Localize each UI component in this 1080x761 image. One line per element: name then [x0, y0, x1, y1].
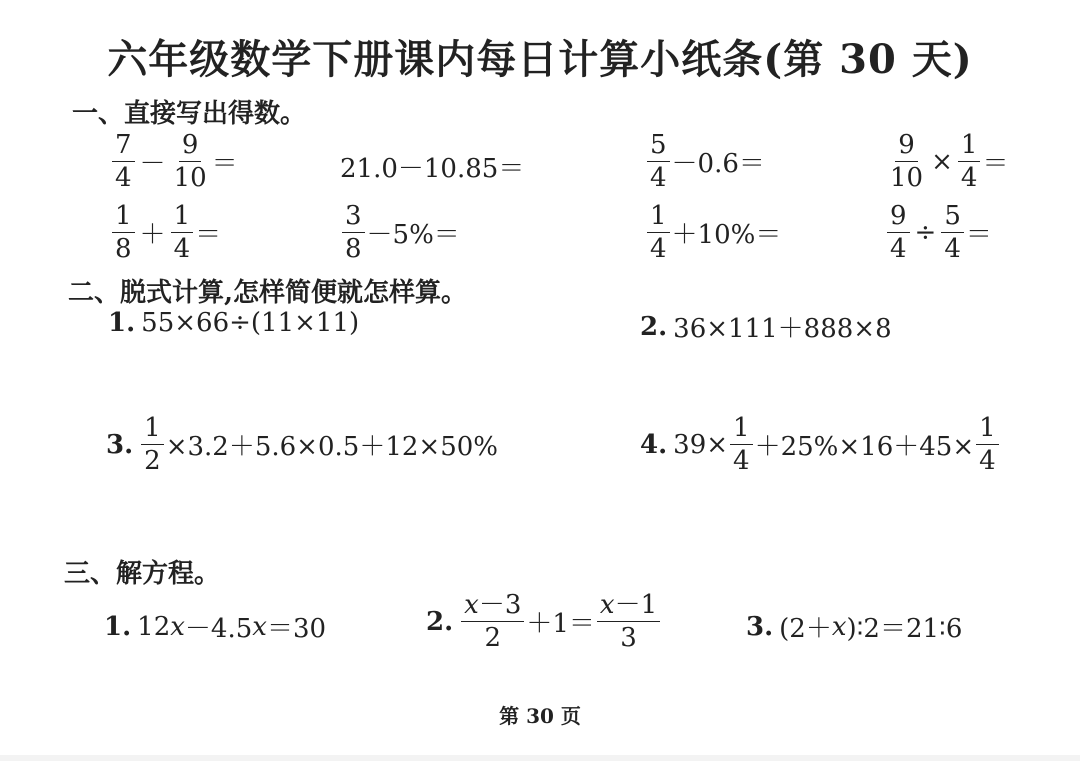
- fraction: $\frac{5}{4}$: [647, 132, 670, 191]
- page-number: 第 30 页: [499, 704, 581, 728]
- fraction: $\frac{1}{8}$: [112, 203, 135, 262]
- problem-1-4: $\frac{9}{10}$ × $\frac{1}{4}$ ＝: [885, 132, 1008, 191]
- page-title: 六年级数学下册课内每日计算小纸条(第 30 天): [107, 36, 973, 83]
- problem-2-1: 1. 55×66÷(11×11): [108, 308, 360, 338]
- section-3-heading: 三、解方程。: [64, 559, 221, 589]
- section-1-heading: 一、直接写出得数。: [72, 99, 307, 129]
- problem-1-6: $\frac{3}{8}$ －5%＝: [340, 203, 460, 262]
- fraction: $\frac{5}{4}$: [941, 203, 964, 262]
- problem-1-2: 21.0－10.85＝: [340, 154, 525, 184]
- problem-2-2: 2. 36×111＋888×8: [640, 311, 892, 344]
- fraction: $\frac{9}{10}$: [890, 130, 924, 193]
- problem-1-7: $\frac{1}{4}$ ＋10%＝: [645, 203, 781, 262]
- fraction: $\frac{1}{4}$: [171, 203, 194, 262]
- problem-1-5: $\frac{1}{8}$ ＋ $\frac{1}{4}$ ＝: [110, 203, 221, 262]
- problem-1-1: $\frac{7}{4}$ － $\frac{9}{10}$ ＝: [110, 132, 238, 191]
- problem-1-3: $\frac{5}{4}$ －0.6＝: [645, 132, 765, 191]
- equation-3-2: 2. $\frac{x-3}{2}$ ＋1＝ $\frac{x-1}{3}$: [426, 592, 662, 651]
- section-2-heading: 二、脱式计算,怎样简便就怎样算。: [68, 278, 468, 308]
- fraction: $\frac{x-1}{3}$: [597, 592, 660, 651]
- equation-3-3: 3. (2＋ x )∶2＝21∶6: [746, 611, 963, 644]
- problem-2-4: 4. 39× $\frac{1}{4}$ ＋25%×16＋45× $\frac{1}{4}$: [640, 415, 1001, 474]
- page-bottom-edge: [0, 755, 1080, 761]
- fraction: $\frac{1}{4}$: [958, 132, 981, 191]
- problem-2-3: 3. $\frac{1}{2}$ ×3.2＋5.6×0.5＋12×50%: [106, 413, 498, 476]
- fraction: $\frac{1}{4}$: [730, 415, 753, 474]
- equation-3-1: 1. 12 x －4.5 x ＝30: [104, 611, 327, 644]
- problem-1-8: $\frac{9}{4}$ ÷ $\frac{5}{4}$ ＝: [885, 203, 992, 262]
- fraction: $\frac{7}{4}$: [112, 132, 135, 191]
- fraction: $\frac{1}{4}$: [647, 203, 670, 262]
- fraction: $\frac{9}{4}$: [887, 203, 910, 262]
- fraction: $\frac{1}{4}$: [976, 415, 999, 474]
- fraction: $\frac{1}{2}$: [141, 415, 164, 474]
- fraction: $\frac{3}{8}$: [342, 203, 365, 262]
- fraction: $\frac{9}{10}$: [173, 130, 207, 193]
- fraction: $\frac{x-3}{2}$: [461, 592, 524, 651]
